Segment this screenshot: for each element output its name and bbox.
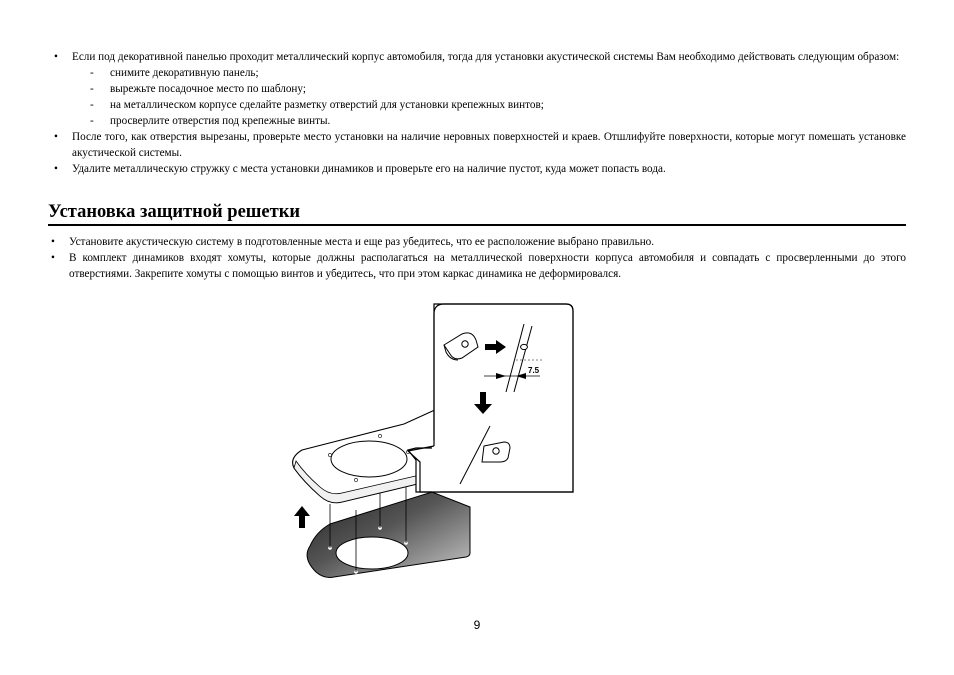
speaker-cutout bbox=[336, 537, 408, 569]
list-item-text: После того, как отверстия вырезаны, проверьте место установки на наличие неровных поверхностей и краев. Отшлифуйте поверхности, которые могут помешать установке акустической системы. bbox=[72, 131, 906, 159]
list-item bbox=[48, 250, 906, 282]
dash-icon: - bbox=[90, 99, 94, 111]
sub-list-item-text: просверлите отверстия под крепежные винты. bbox=[110, 115, 331, 127]
list-item-text: Удалите металлическую стружку с места установки динамиков и проверьте его на наличие пустот, куда может попасть вода. bbox=[72, 163, 666, 175]
dash-icon: - bbox=[90, 83, 94, 95]
bullet-icon: • bbox=[54, 131, 58, 143]
grille-install-list bbox=[48, 234, 906, 282]
bullet-icon: • bbox=[54, 163, 58, 175]
sub-list-item-text: вырежьте посадочное место по шаблону; bbox=[110, 83, 306, 95]
bullet-icon: • bbox=[54, 51, 58, 63]
list-item-text: Установите акустическую систему в подготовленные места и еще раз убедитесь, что ее расположение выбрано правильно. bbox=[69, 236, 655, 248]
up-arrow-icon bbox=[294, 506, 310, 528]
bullet-icon: • bbox=[51, 236, 55, 248]
section-title: Установка защитной решетки bbox=[48, 200, 906, 226]
list-item-text: Если под декоративной панелью проходит металлический корпус автомобиля, тогда для установки акустической системы Вам необходимо действовать следующим образом: bbox=[72, 51, 900, 63]
installation-illustration bbox=[284, 300, 576, 606]
sub-list-item-text: снимите декоративную панель; bbox=[110, 67, 259, 79]
panel-cutout bbox=[331, 441, 407, 477]
list-item bbox=[48, 49, 906, 65]
dash-icon: - bbox=[90, 67, 94, 79]
page-number: 9 bbox=[473, 618, 481, 632]
detail-callout bbox=[408, 304, 573, 492]
list-item-text: В комплект динамиков входят хомуты, которые должны располагаться на металлической поверхности корпуса автомобиля и совпадать с просверленными до этого отверстиями. Закрепите хомуты с помощью винтов и убедитесь, что при этом каркас динамика не деформировался. bbox=[69, 252, 906, 280]
sub-list-item bbox=[48, 65, 906, 81]
dash-icon: - bbox=[90, 115, 94, 127]
sub-list-item bbox=[48, 81, 906, 97]
bullet-icon: • bbox=[51, 252, 55, 264]
preparation-list bbox=[48, 49, 906, 177]
sub-list-item-text: на металлическом корпусе сделайте разметку отверстий для установки крепежных винтов; bbox=[110, 99, 544, 111]
metal-panel bbox=[307, 492, 470, 577]
list-item bbox=[48, 234, 906, 250]
list-item bbox=[48, 161, 906, 177]
sub-list-item bbox=[48, 113, 906, 129]
dimension-label: 7.5 bbox=[528, 366, 540, 375]
sub-list-item bbox=[48, 97, 906, 113]
list-item bbox=[48, 129, 906, 161]
